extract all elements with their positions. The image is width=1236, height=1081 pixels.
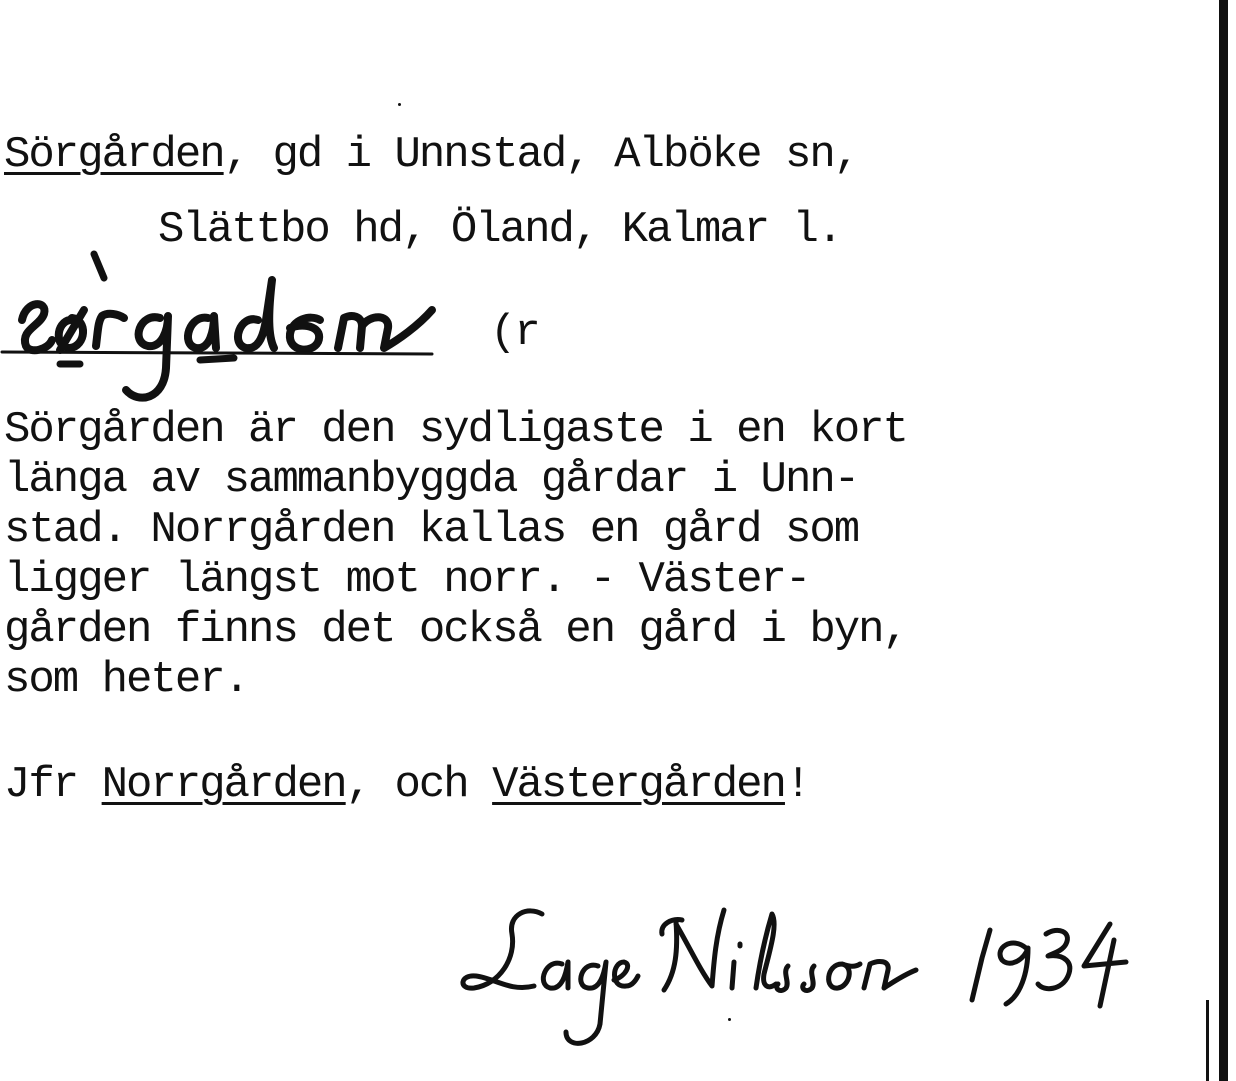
dialect-form-handwriting	[0, 250, 440, 410]
place-name: Sörgården	[4, 130, 224, 180]
reference-link-norrgarden: Norrgården	[101, 760, 346, 810]
description-paragraph: Sörgården är den sydligaste i en kort länga av sammanbyggda gårdar i Unn- stad. Norrgården kallas en gård som ligger längst mot norr. - Väster- gården finns det också en gård i byn, som heter.	[4, 405, 907, 705]
reference-prefix: Jfr	[4, 760, 102, 810]
signature-handwriting	[450, 900, 1150, 1070]
card-edge-border	[1219, 0, 1228, 1081]
cross-reference	[4, 760, 810, 810]
dialect-tag: (r	[490, 308, 539, 358]
paper-speck	[398, 103, 401, 106]
card-edge-border-thin	[1206, 1000, 1209, 1081]
reference-link-vastergarden: Västergården	[492, 760, 785, 810]
reference-suffix: !	[784, 760, 810, 810]
heading-location: , gd i Unnstad, Alböke sn,	[223, 130, 859, 180]
reference-middle: , och	[345, 760, 493, 810]
heading-line-1	[4, 130, 859, 180]
heading-line-2: Slättbo hd, Öland, Kalmar l.	[158, 205, 842, 255]
